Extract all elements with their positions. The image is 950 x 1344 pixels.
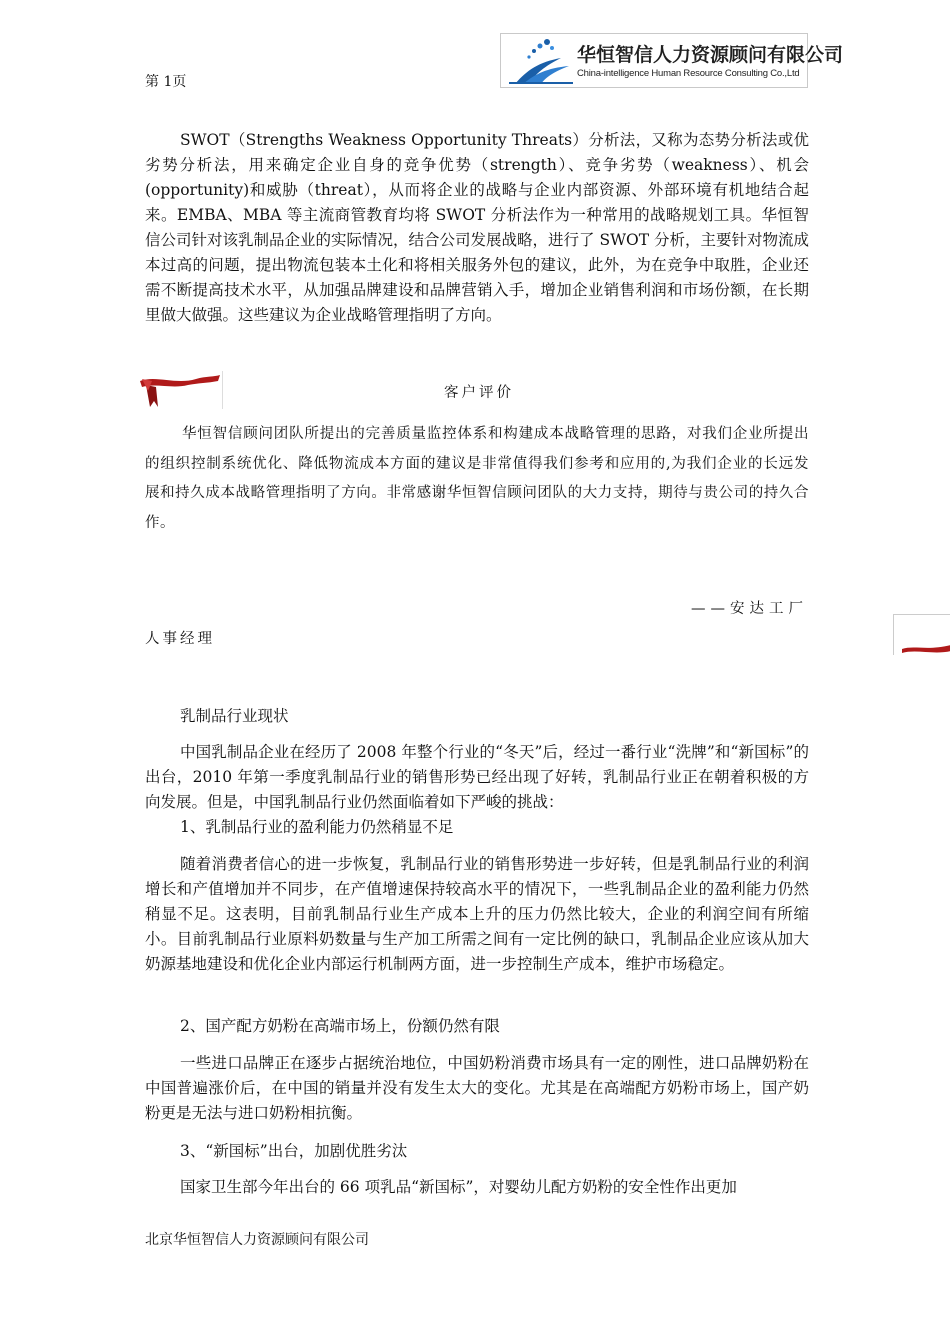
point-1-heading: 1、乳制品行业的盈利能力仍然稍显不足 (180, 818, 454, 836)
section-heading: 乳制品行业现状 (180, 707, 289, 725)
section-paragraph-1: 中国乳制品企业在经历了 2008 年整个行业的“冬天”后，经过一番行业“洗牌”和“新国标”的出台，2010 年第一季度乳制品行业的销售形势已经出现了好转，乳制品行业正在朝着积极的方向发展。但是，中国乳制品行业仍然面临着如下严峻的挑战： (145, 743, 809, 811)
ribbon-decoration (136, 371, 223, 409)
intro-paragraph: SWOT（Strengths Weakness Opportunity Threats）分析法，又称为态势分析法或优劣势分析法，用来确定企业自身的竞争优势（strength）、竞争劣势（weakness）、机会(opportunity)和威胁（threat），从而将企业的战略与企业内部资源、外部环境有机地结合起来。EMBA、MBA 等主流商管教育均将 SWOT 分析法作为一种常用的战略规划工具。华恒智信公司针对该乳制品企业的实际情况，结合公司发展战略，进行了 SWOT 分析，主要针对物流成本过高的问题，提出物流包装本土化和将相关服务外包的建议，此外，为在竞争中取胜，企业还需不断提高技术水平，从加强品牌建设和品牌营销入手，增加企业销售利润和市场份额，在长期里做大做强。这些建议为企业战略管理指明了方向。 (145, 131, 809, 324)
review-title: 客户评价 (444, 385, 514, 401)
ribbon-edge-decoration (893, 614, 950, 655)
section-paragraph-3: 一些进口品牌正在逐步占据统治地位，中国奶粉消费市场具有一定的刚性，进口品牌奶粉在中国普遍涨价后，在中国的销量并没有发生太大的变化。尤其是在高端配方奶粉市场上，国产奶粉更是无法与进口奶粉相抗衡。 (145, 1054, 809, 1122)
company-logo (500, 33, 844, 88)
point-2-heading: 2、国产配方奶粉在高端市场上，份额仍然有限 (180, 1017, 500, 1035)
logo-english-name: China-intelligence Human Resource Consulting Co.,Ltd (577, 68, 800, 79)
ribbon-icon (136, 371, 222, 411)
point-3-heading: 3、“新国标”出台，加剧优胜劣汰 (180, 1142, 408, 1160)
review-signer: 人事经理 (145, 631, 215, 647)
review-body: 华恒智信顾问团队所提出的完善质量监控体系和构建成本战略管理的思路，对我们企业所提出的组织控制系统优化、降低物流成本方面的建议是非常值得我们参考和应用的,为我们企业的长远发展和持久成本战略管理指明了方向。非常感谢华恒智信顾问团队的大力支持，期待与贵公司的持久合作。 (145, 426, 809, 531)
review-signature: ——安达工厂 (691, 601, 808, 617)
section-paragraph-2: 随着消费者信心的进一步恢复，乳制品行业的销售形势进一步好转，但是乳制品行业的利润增长和产值增加并不同步，在产值增速保持较高水平的情况下，一些乳制品企业的盈利能力仍然稍显不足。这表明，目前乳制品行业生产成本上升的压力仍然比较大，企业的利润空间有所缩小。目前乳制品行业原料奶数量与生产加工所需之间有一定比例的缺口，乳制品企业应该从加大奶源基地建设和优化企业内部运行机制两方面，进一步控制生产成本，维护市场稳定。 (145, 855, 809, 973)
footer-company: 北京华恒智信人力资源顾问有限公司 (145, 1232, 369, 1248)
logo-chinese-name: 华恒智信人力资源顾问有限公司 (577, 44, 844, 66)
section-paragraph-4: 国家卫生部今年出台的 66 项乳品“新国标”，对婴幼儿配方奶粉的安全性作出更加 (180, 1178, 737, 1196)
page-number: 第 1页 (145, 74, 187, 90)
logo-emblem-icon (505, 36, 575, 86)
ribbon-edge-icon (894, 615, 950, 655)
